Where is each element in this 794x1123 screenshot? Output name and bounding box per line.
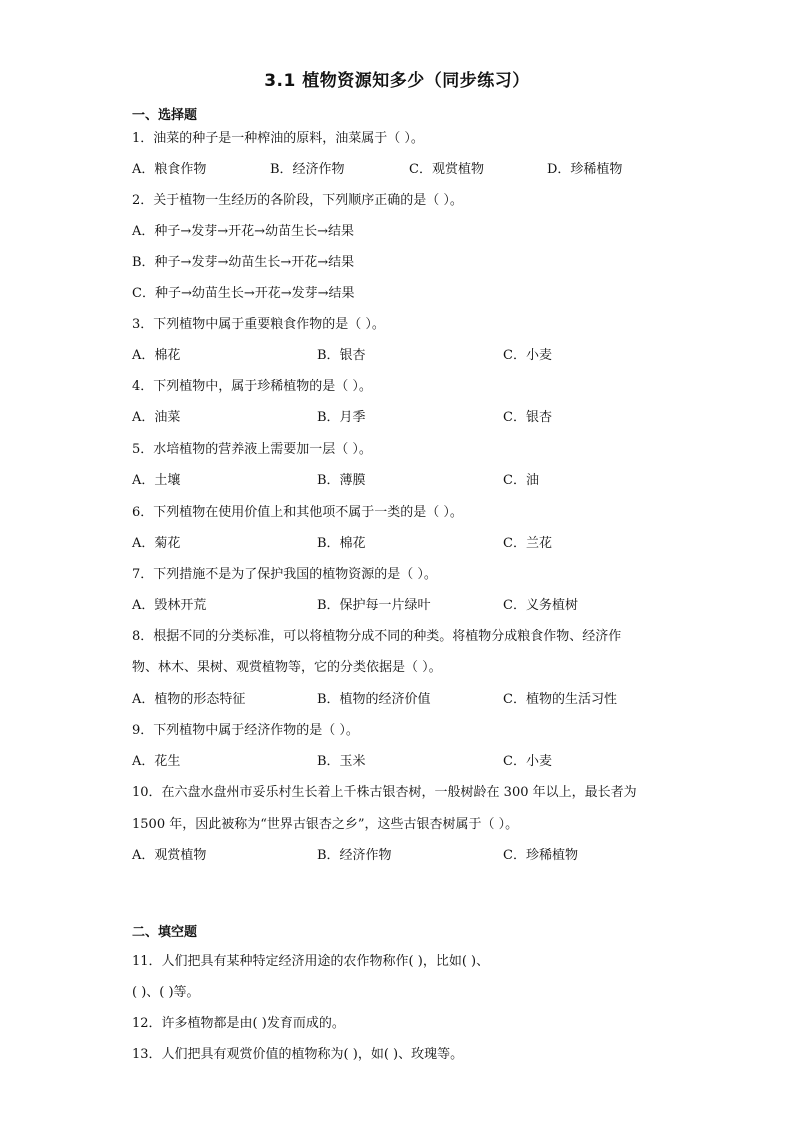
fill-question-12: 12．许多植物都是由( )发育而成的。 (132, 1016, 345, 1031)
q2-option-b: B．种子→发芽→幼苗生长→开花→结果 (132, 255, 355, 270)
fill-question-11: 11．人们把具有某种特定经济用途的农作物称作( )，比如( )、 (132, 954, 490, 969)
q1-option-d: D．珍稀植物 (547, 162, 623, 177)
page-title: 3.1 植物资源知多少（同步练习） (264, 71, 530, 91)
q7-option-a: A．毁林开荒 (132, 598, 207, 613)
q7-option-c: C．义务植树 (503, 598, 578, 613)
q6-option-b: B．棉花 (317, 536, 366, 551)
q1-option-b: B．经济作物 (270, 162, 345, 177)
question-2: 2．关于植物一生经历的各阶段，下列顺序正确的是（ ）。 (132, 193, 463, 208)
q1-option-a: A．粮食作物 (132, 162, 207, 177)
question-8: 8．根据不同的分类标准，可以将植物分成不同的种类。将植物分成粮食作物、经济作 (132, 629, 622, 644)
q2-option-c: C．种子→幼苗生长→开花→发芽→结果 (132, 286, 355, 301)
q10-option-b: B．经济作物 (317, 848, 392, 863)
question-10: 10．在六盘水盘州市妥乐村生长着上千株古银杏树，一般树龄在 300 年以上，最长者为 (132, 785, 637, 800)
q5-option-c: C．油 (503, 473, 539, 488)
fill-question-13: 13．人们把具有观赏价值的植物称为( )，如( )、玫瑰等。 (132, 1047, 464, 1062)
q2-option-a: A．种子→发芽→开花→幼苗生长→结果 (132, 224, 354, 239)
q5-option-a: A．土壤 (132, 473, 181, 488)
question-10-cont: 1500 年，因此被称为“世界古银杏之乡”，这些古银杏树属于（ ）。 (132, 817, 519, 832)
q3-option-a: A．棉花 (132, 348, 181, 363)
q9-option-a: A．花生 (132, 754, 181, 769)
section-heading-fill: 二、填空题 (132, 925, 198, 940)
q4-option-c: C．银杏 (503, 410, 552, 425)
q4-option-b: B．月季 (317, 410, 366, 425)
question-3: 3．下列植物中属于重要粮食作物的是（ ）。 (132, 317, 385, 332)
q3-option-b: B．银杏 (317, 348, 366, 363)
q6-option-a: A．菊花 (132, 536, 181, 551)
q10-option-a: A．观赏植物 (132, 848, 207, 863)
question-5: 5．水培植物的营养液上需要加一层（ ）。 (132, 442, 372, 457)
question-1: 1．油菜的种子是一种榨油的原料，油菜属于（ ）。 (132, 131, 424, 146)
q8-option-b: B．植物的经济价值 (317, 692, 431, 707)
q8-option-a: A．植物的形态特征 (132, 692, 246, 707)
question-6: 6．下列植物在使用价值上和其他项不属于一类的是（ ）。 (132, 505, 463, 520)
q4-option-a: A．油菜 (132, 410, 181, 425)
q10-option-c: C．珍稀植物 (503, 848, 578, 863)
question-8-cont: 物、林木、果树、观赏植物等，它的分类依据是（ ）。 (132, 660, 442, 675)
q3-option-c: C．小麦 (503, 348, 552, 363)
q1-option-c: C．观赏植物 (409, 162, 484, 177)
q6-option-c: C．兰花 (503, 536, 552, 551)
fill-question-11-cont: ( )、( )等。 (132, 985, 200, 1000)
q7-option-b: B．保护每一片绿叶 (317, 598, 431, 613)
question-4: 4．下列植物中，属于珍稀植物的是（ ）。 (132, 379, 372, 394)
question-7: 7．下列措施不是为了保护我国的植物资源的是（ ）。 (132, 567, 437, 582)
question-9: 9．下列植物中属于经济作物的是（ ）。 (132, 723, 359, 738)
q9-option-b: B．玉米 (317, 754, 366, 769)
section-heading-choice: 一、选择题 (132, 108, 198, 123)
q9-option-c: C．小麦 (503, 754, 552, 769)
q5-option-b: B．薄膜 (317, 473, 366, 488)
q8-option-c: C．植物的生活习性 (503, 692, 617, 707)
